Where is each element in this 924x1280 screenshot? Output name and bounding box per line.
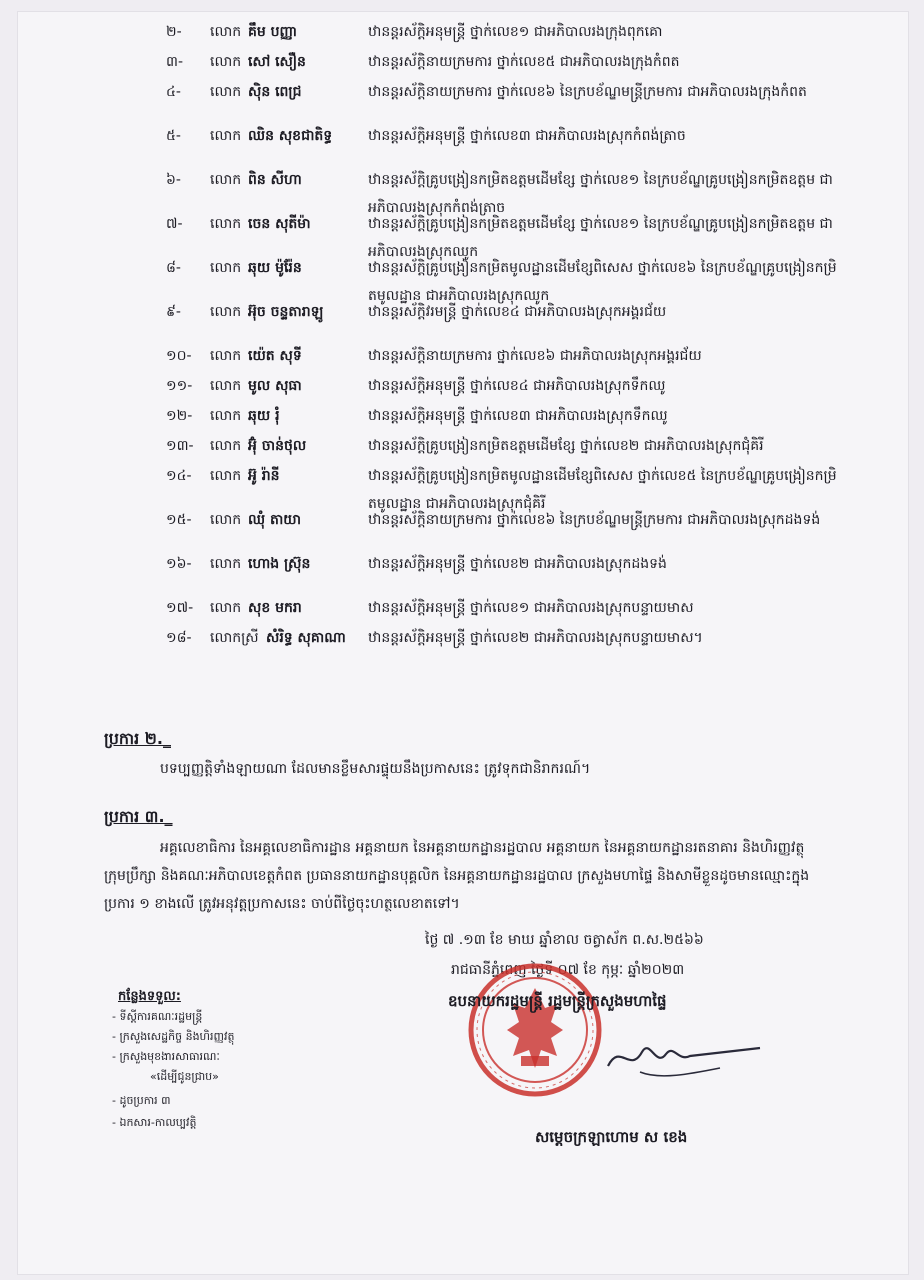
official-number: ៩-	[166, 304, 181, 320]
official-name: គឹម បញ្ញា	[248, 24, 298, 40]
official-rank-position: ឋានន្តរស័ក្តិនាយក្រមការ ថ្នាក់លេខ៦ នៃក្របខ័ណ្ឌមន្ត្រីក្រមការ ជាអភិបាលរងក្រុងកំពត	[368, 84, 807, 100]
official-name: ឆុយ ម៉ូរ៉ែន	[248, 260, 302, 276]
official-number: ១២-	[166, 408, 193, 424]
recipient-item: - ដូចប្រការ ៣	[112, 1094, 171, 1107]
official-rank-position: ឋានន្តរស័ក្តិអនុមន្ត្រី ថ្នាក់លេខ៣ ជាអភិបាលរងស្រុកទឹកឈូ	[368, 408, 668, 424]
official-title: លោក	[210, 348, 242, 364]
official-number: ១៥-	[166, 512, 192, 528]
official-rank-position: ឋានន្តរស័ក្តិអនុមន្ត្រី ថ្នាក់លេខ៤ ជាអភិបាលរងស្រុកទឹកឈូ	[368, 378, 666, 394]
recipients-heading: កន្លែងទទួល:	[118, 989, 181, 1004]
official-number: ៤-	[166, 84, 181, 100]
official-title: លោក	[210, 408, 242, 424]
official-title: លោក	[210, 378, 242, 394]
official-number: ៣-	[166, 54, 184, 70]
official-number: ១៨-	[166, 630, 192, 646]
official-title: លោក	[210, 556, 242, 572]
official-number: ១១-	[166, 378, 193, 394]
official-name: អ៊ុំ ចាន់ថុល	[248, 438, 307, 454]
official-name: ឈុំ តាយា	[248, 512, 302, 528]
official-rank-position: ឋានន្តរស័ក្តិនាយក្រមការ ថ្នាក់លេខ៦ ជាអភិបាលរងស្រុកអង្គរជ័យ	[368, 348, 702, 364]
official-title: លោក	[210, 172, 242, 188]
solar-date: រាជធានីភ្នំពេញ ថ្ងៃទី ០៧ ខែ កុម្ភៈ ឆ្នាំ២០២៣	[451, 962, 685, 978]
official-rank-position: ឋានន្តរស័ក្តិគ្រូបង្រៀនកម្រិតឧត្តមដើមខ្សែ ថ្នាក់លេខ១ នៃក្របខ័ណ្ឌគ្រូបង្រៀនកម្រិតឧត្តម ជាអភិបាលរងស្រុកកំពង់ត្រាច	[368, 172, 833, 216]
signer-name: សម្តេចក្រឡាហោម ស ខេង	[535, 1128, 688, 1146]
official-title: លោក	[210, 512, 242, 528]
official-number: ២-	[166, 24, 182, 40]
official-number: ១៧-	[166, 600, 194, 616]
official-number: ១៦-	[166, 556, 192, 572]
official-name: អ៊ូ រ៉ានី	[248, 468, 280, 484]
official-number: ៧-	[166, 216, 183, 232]
official-title: លោក	[210, 260, 242, 276]
official-rank-position: ឋានន្តរស័ក្តិគ្រូបង្រៀនកម្រិតមូលដ្ឋានដើមខ្សែពិសេស ថ្នាក់លេខ៦ នៃក្របខ័ណ្ឌគ្រូបង្រៀនកម្រិតមូលដ្ឋាន ជាអភិបាលរងស្រុកឈូក	[368, 260, 837, 304]
recipient-item: - ទីស្តីការគណៈរដ្ឋមន្ត្រី	[112, 1010, 203, 1023]
official-name: សុខ មករា	[248, 600, 302, 616]
official-title: លោក	[210, 216, 242, 232]
recipient-item: «ដើម្បីជូនជ្រាប»	[150, 1070, 219, 1083]
official-rank-position: ឋានន្តរស័ក្តិវរមន្ត្រី ថ្នាក់លេខ៤ ជាអភិបាលរងស្រុកអង្គរជ័យ	[368, 304, 667, 320]
official-title: លោក	[210, 468, 242, 484]
signer-title: ឧបនាយករដ្ឋមន្ត្រី រដ្ឋមន្ត្រីក្រសួងមហាផ្ទៃ	[448, 992, 667, 1010]
official-title: លោក	[210, 84, 242, 100]
lunar-date: ថ្ងៃ ៧ .១៣ ខែ មាឃ ឆ្នាំខាល ចត្វាស័ក ព.ស.២៥៦៦	[425, 932, 704, 948]
article-3-heading: ប្រការ ៣._	[104, 807, 173, 826]
official-name: ចេន សុតីម៉ា	[248, 216, 311, 232]
official-rank-position: ឋានន្តរស័ក្តិអនុមន្ត្រី ថ្នាក់លេខ២ ជាអភិបាលរងស្រុកដងទង់	[368, 556, 667, 572]
official-title: លោក	[210, 600, 242, 616]
official-rank-position: ឋានន្តរស័ក្តិគ្រូបង្រៀនកម្រិតឧត្តមដើមខ្សែ ថ្នាក់លេខ២ ជាអភិបាលរងស្រុកជុំគិរី	[368, 438, 764, 454]
official-number: ៦-	[166, 172, 181, 188]
official-name: ពិន សីហា	[248, 172, 302, 188]
recipient-item: - ក្រសួងសេដ្ឋកិច្ច និងហិរញ្ញវត្ថុ	[112, 1030, 235, 1043]
signature	[600, 1022, 770, 1092]
official-title: លោកស្រី	[210, 630, 259, 646]
official-seal	[465, 960, 605, 1100]
official-rank-position: ឋានន្តរស័ក្តិនាយក្រមការ ថ្នាក់លេខ៦ នៃក្របខ័ណ្ឌមន្ត្រីក្រមការ ជាអភិបាលរងស្រុកដងទង់	[368, 512, 821, 528]
official-name: យ៉េត សុទី	[248, 348, 302, 364]
article-2-text: បទប្បញ្ញត្តិទាំងឡាយណា ដែលមានខ្លឹមសារផ្ទុយនឹងប្រកាសនេះ ត្រូវទុកជានិរាករណ៍។	[160, 761, 591, 777]
official-rank-position: ឋានន្តរស័ក្តិអនុមន្ត្រី ថ្នាក់លេខ១ ជាអភិបាលរងស្រុកបន្ទាយមាស	[368, 600, 694, 616]
official-title: លោក	[210, 54, 242, 70]
recipient-item: - ក្រសួងមុខងារសាធារណៈ	[112, 1050, 220, 1063]
official-number: ៥-	[166, 128, 181, 144]
official-name: មូល សុធា	[248, 378, 302, 394]
official-rank-position: ឋានន្តរស័ក្តិអនុមន្ត្រី ថ្នាក់លេខ១ ជាអភិបាលរងក្រុងពុកគោ	[368, 24, 663, 40]
official-name: ស៊ិន ពេជ្រ	[248, 84, 302, 100]
official-rank-position: ឋានន្តរស័ក្តិនាយក្រមការ ថ្នាក់លេខ៥ ជាអភិបាលរងក្រុងកំពត	[368, 54, 680, 70]
official-rank-position: ឋានន្តរស័ក្តិគ្រូបង្រៀនកម្រិតឧត្តមដើមខ្សែ ថ្នាក់លេខ១ នៃក្របខ័ណ្ឌគ្រូបង្រៀនកម្រិតឧត្តម ជាអភិបាលរងស្រុកឈូក	[368, 216, 833, 260]
recipient-item: - ឯកសារ-កាលប្បវត្តិ	[112, 1116, 197, 1129]
official-name: សំរិទ្ធ សុគាណា	[266, 630, 346, 646]
official-title: លោក	[210, 128, 242, 144]
official-name: ឆុយ រុំ	[248, 408, 280, 424]
official-name: អ៊ុច ចន្ទតារាឡូ	[248, 304, 324, 320]
official-number: ១៣-	[166, 438, 194, 454]
official-title: លោក	[210, 24, 242, 40]
official-number: ១០-	[166, 348, 192, 364]
official-rank-position: ឋានន្តរស័ក្តិគ្រូបង្រៀនកម្រិតមូលដ្ឋានដើមខ្សែពិសេស ថ្នាក់លេខ៥ នៃក្របខ័ណ្ឌគ្រូបង្រៀនកម្រិតមូលដ្ឋាន ជាអភិបាលរងស្រុកជុំគិរី	[368, 468, 837, 512]
article-2-heading: ប្រការ ២._	[104, 729, 171, 748]
official-number: ១៤-	[166, 468, 192, 484]
official-rank-position: ឋានន្តរស័ក្តិអនុមន្ត្រី ថ្នាក់លេខ២ ជាអភិបាលរងស្រុកបន្ទាយមាស។	[368, 630, 703, 646]
official-name: សៅ សឿន	[248, 54, 306, 70]
official-rank-position: ឋានន្តរស័ក្តិអនុមន្ត្រី ថ្នាក់លេខ៣ ជាអភិបាលរងស្រុកកំពង់ត្រាច	[368, 128, 686, 144]
official-name: ហោង ស្រ៊ុន	[248, 556, 311, 572]
official-title: លោក	[210, 304, 242, 320]
official-name: ឈិន សុខជាតិទ្ធ	[248, 128, 333, 144]
official-number: ៨-	[166, 260, 181, 276]
article-3-text: អគ្គលេខាធិការ នៃអគ្គលេខាធិការដ្ឋាន អគ្គនាយក នៃអគ្គនាយកដ្ឋានរដ្ឋបាល អគ្គនាយក នៃអគ្គនាយកដ្ឋានរតនាគារ និងហិរញ្ញវត្ថុ ក្រុមប្រឹក្សា និងគណៈអភិបាលខេត្តកំពត ប្រធាននាយកដ្ឋានបុគ្គលិក នៃអគ្គនាយកដ្ឋានរដ្ឋបាល ក្រសួងមហាផ្ទៃ និងសាមីខ្លួនដូចមានឈ្មោះក្នុងប្រការ ១ ខាងលើ ត្រូវអនុវត្តប្រកាសនេះ ចាប់ពីថ្ងៃចុះហត្ថលេខាតទៅ។	[104, 840, 810, 912]
official-title: លោក	[210, 438, 242, 454]
